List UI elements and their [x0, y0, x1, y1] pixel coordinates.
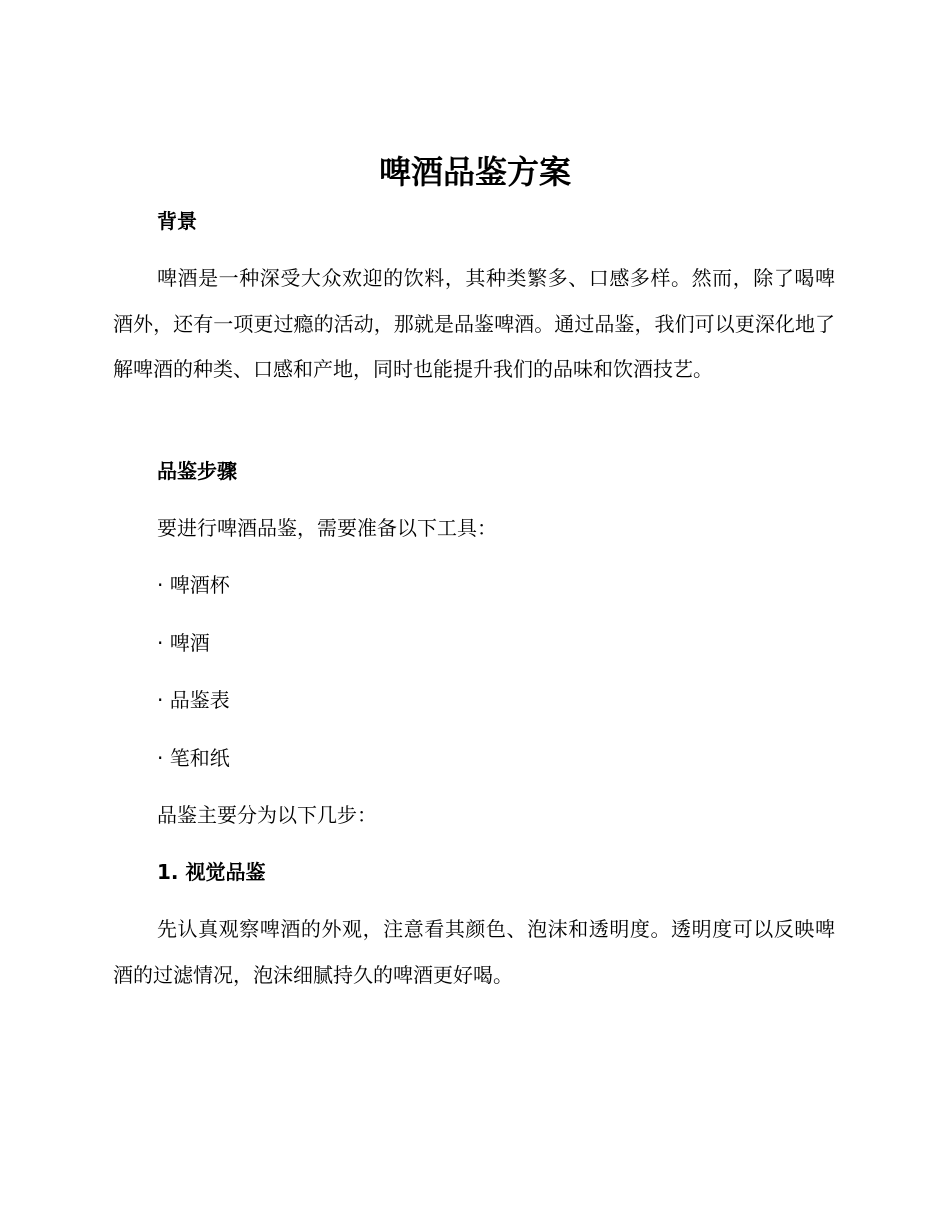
list-item: · 啤酒	[157, 630, 210, 655]
list-item: · 笔和纸	[157, 745, 230, 770]
list-item: · 品鉴表	[157, 688, 230, 712]
step1-heading: 1. 视觉品鉴	[157, 860, 266, 884]
steps-intro: 品鉴主要分为以下几步：	[157, 803, 377, 827]
list-item: · 啤酒杯	[157, 573, 230, 597]
document-title: 啤酒品鉴方案	[378, 153, 571, 191]
tools-list	[157, 571, 230, 801]
tools-intro: 要进行啤酒品鉴，需要准备以下工具：	[157, 516, 497, 540]
step1-paragraph: 先认真观察啤酒的外观，注意看其颜色、泡沫和透明度。透明度可以反映啤酒的过滤情况，泡沫细腻持久的啤酒更好喝。	[113, 917, 835, 987]
section-heading-background: 背景	[157, 209, 197, 233]
section-heading-steps: 品鉴步骤	[157, 459, 237, 483]
background-paragraph: 啤酒是一种深受大众欢迎的饮料，其种类繁多、口感多样。然而，除了喝啤酒外，还有一项更过瘾的活动，那就是品鉴啤酒。通过品鉴，我们可以更深化地了解啤酒的种类、口感和产地，同时也能提升我们的品味和饮酒技艺。	[113, 266, 835, 381]
